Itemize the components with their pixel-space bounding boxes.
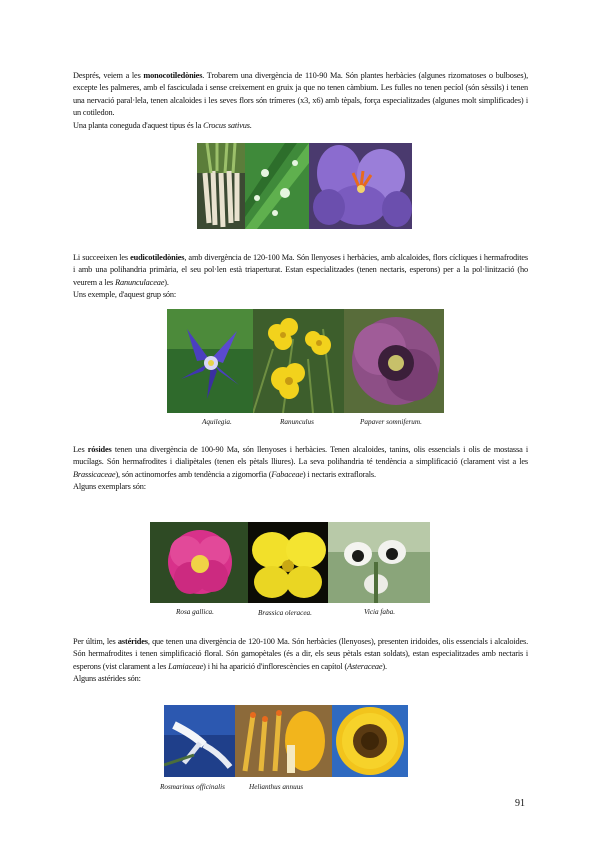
page-number: 91 [515,798,525,809]
text: . Trobarem una divergència de 110-90 Ma. Són plantes herbàcies (algunes rizomatoses o bulboses), excepte les palmeres, amb el fasciculada i sense creixement en gruix ja que no tenen càmbium. Les fulles no tenen pecíol (són sèssils) i tenen una nervació paral·lela, tenen alcaloides i les seves flors són trímeres (x3, x6) amb tèpals, força especialitzades (algunes molt simplificades) i un cotiledon. [73,71,529,118]
text: ) i nectaris extraflorals. [302,469,376,479]
family-name: Fabaceae [271,469,303,479]
helianthus-florets-image [235,705,332,777]
caption-aquilegia: Aquilegia. [202,418,232,426]
term-rosid: rósides [87,445,112,454]
asterid-images [164,705,408,777]
example-line: Uns exemple, d'aquest grup són: [73,290,177,300]
eudicot-paragraph [73,252,528,302]
sunflower-image [332,705,408,777]
papaver-image [344,309,444,413]
text: ). [382,661,387,671]
text: Li succeeixen les [73,253,131,262]
text: Després, veiem a les [73,71,144,80]
term-eudicot: eudicotiledònies [130,253,185,262]
rosid-paragraph [73,444,528,494]
term-monocot: monocotiledònies [143,71,203,80]
text: Les [73,445,88,454]
crocus-flower-image [309,143,412,229]
text: , que tenen una divergència de 120-100 Ma. Són herbàcies (llenyoses), presenten iridoides, olis essencials i alcaloides. Són hermafrodites i tenen simplificació floral. Són gamopètales (és a dir, els seus pètals estan soldats), estan especialitzades amb nectaris i esperons (vist clarament a les [73,637,529,671]
caption-helianthus: Helianthus annuus [249,783,304,791]
crocus-leaf-drops-image [245,143,309,229]
crocus-bulbs-image [197,143,245,229]
family-name: Asteraceae [347,661,383,671]
brassica-oleracea-image [248,522,328,603]
text: ), són actinomorfes amb tendència a zigomorfia ( [115,469,272,479]
caption-rosa: Rosa gallica. [176,608,214,616]
family-name: Lamiaceae [168,661,204,671]
text: ). [164,277,169,287]
term-asterid: astérides [117,637,148,646]
text: Una planta coneguda d'aquest tipus és la [73,120,204,130]
text: , amb divergència de 120-100 Ma. Són llenyoses i herbàcies, amb alcaloides, flors cícliques i hermafrodites i amb una polihandria primària, el seu pol·len està triaperturat. Estan especialitzades (tenen nectaris, esperons) per a la pol·linització (ho veurem a les [73,253,528,287]
caption-ranunculus: Ranunculus [280,418,314,426]
vicia-faba-image [328,522,430,603]
rosa-gallica-image [150,522,248,603]
crocus-images [197,143,412,229]
rosid-images [150,522,430,603]
family-name: Ranunculaceae [115,277,165,287]
asterid-paragraph [73,636,528,686]
text: tenen una divergència de 100-90 Ma, són llenyoses i herbàcies. Tenen alcaloides, tanins, olis essencials i olis de mostassa i mucílags. Són hermafrodites i dialipètales (tenen els pètals lliures). La seva polihandria té tendència a simplificació (clarament vist a les [73,445,528,467]
caption-brassica: Brassica oleracea. [258,609,312,617]
rosmarinus-image [164,705,235,777]
text: ) i hi ha aparició d'inflorescències en capítol ( [203,661,348,671]
eudicot-images [167,309,444,413]
example-line: Alguns exemplars són: [73,482,146,492]
caption-papaver: Papaver somniferum. [360,418,422,426]
example-line: Alguns astérides són: [73,674,141,684]
aquilegia-image [167,309,253,413]
ranunculus-image [253,309,344,413]
species-crocus: Crocus sativus. [203,120,252,130]
text: Per últim, les [73,637,118,646]
caption-rosmarinus: Rosmarinus officinalis [160,783,225,791]
family-name: Brassicaceae [73,469,116,479]
monocot-paragraph [73,70,528,132]
caption-vicia: Vicia faba. [364,608,396,616]
